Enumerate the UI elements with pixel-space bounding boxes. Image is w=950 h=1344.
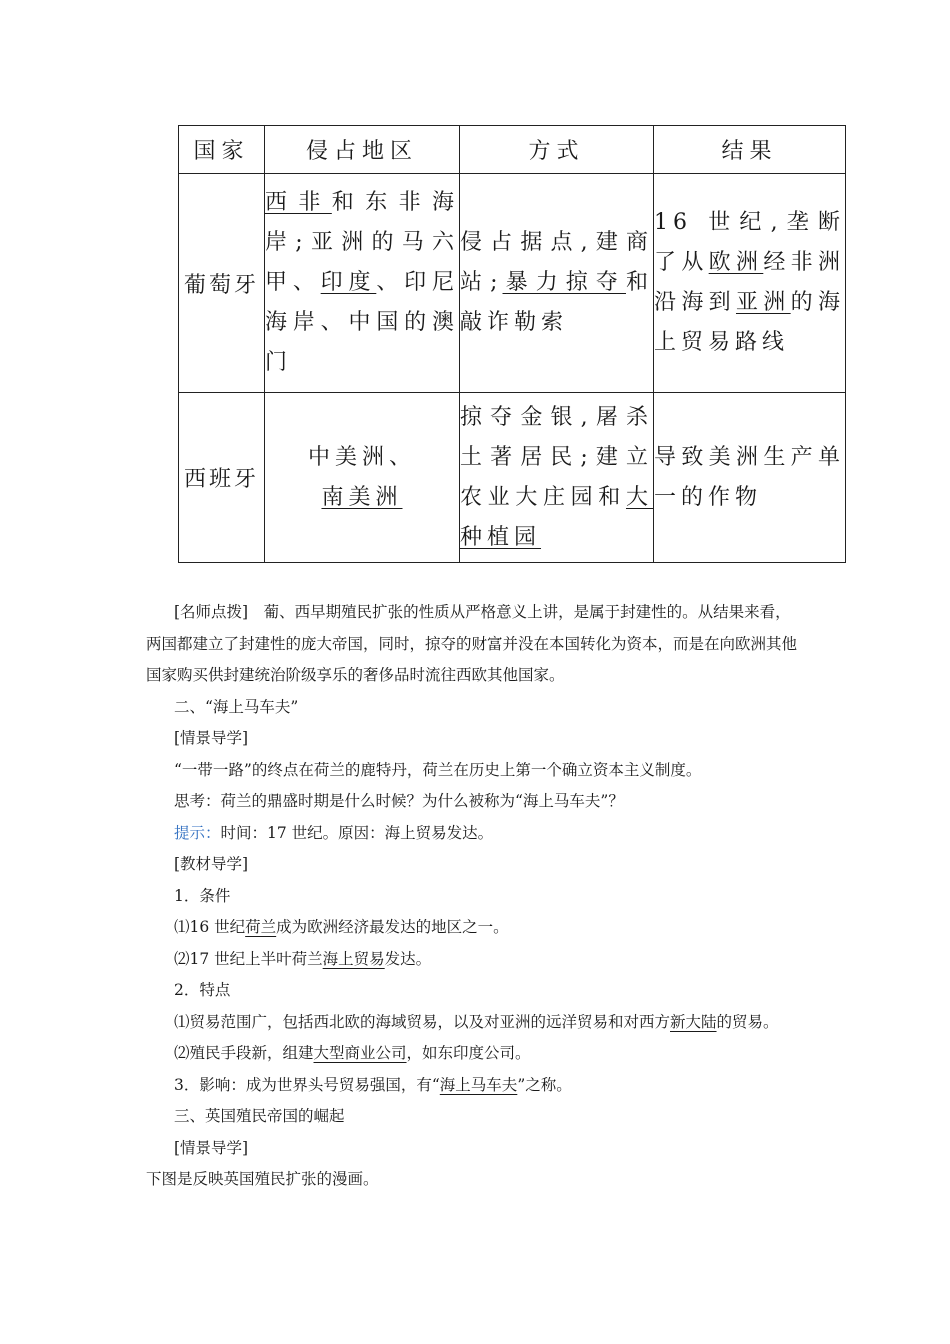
features-title: 2．特点	[174, 981, 231, 999]
hint-text: 时间：17 世纪。原因：海上贸易发达。	[220, 823, 494, 842]
cell-text-segment: 、印尼海岸、中国的澳门	[265, 270, 459, 375]
teacher-tip	[146, 597, 806, 692]
key-term: 西非	[265, 190, 332, 215]
colonial-expansion-table	[178, 125, 846, 563]
conditions-title: 1．条件	[174, 886, 231, 905]
feature-2-a: ⑵殖民手段新，组建	[174, 1044, 314, 1062]
condition-1	[146, 912, 806, 944]
feature-1-a: ⑴贸易范围广，包括西北欧的海域贸易，以及对亚洲的远洋贸易和对西方	[174, 1012, 671, 1031]
section3-scenario-label: [情景导学]	[174, 1138, 249, 1157]
cell-text-segment: 掠夺金银,屠杀土著居民;建立农业大庄园和	[460, 404, 653, 510]
spain-regions	[265, 393, 460, 563]
section2-scenario-label: [情景导学]	[174, 729, 249, 747]
key-term: 印度	[320, 270, 377, 295]
cell-text-segment: 和东非海岸;亚洲的马六甲、	[265, 190, 459, 295]
cell-text-segment: 16 世纪,垄断了从	[654, 210, 845, 275]
section2-textbook-label: [教材导学]	[174, 855, 249, 873]
teacher-tip-text: 葡、西早期殖民扩张的性质从严格意义上讲，是属于封建性的。从结果来看，两国都建立了封建性的庞大帝国，同时，掠夺的财富并没在本国转化为资本，而是在向欧洲其他国家购买供封建统治阶级享乐的奢侈品时流往西欧其他国家。	[146, 603, 798, 684]
section3-text: 下图是反映英国殖民扩张的漫画。	[146, 1170, 379, 1188]
feature-2-b: ，如东印度公司。	[406, 1044, 531, 1062]
portugal-regions	[265, 174, 460, 393]
cell-text-segment: 的海上贸易路线	[654, 290, 845, 355]
cell-text-segment: 侵占据点,建商站;	[460, 230, 653, 295]
header-regions: 侵占地区	[265, 126, 460, 174]
table-header-row	[179, 126, 846, 174]
portugal-results	[654, 174, 846, 393]
spain-results-text	[654, 445, 845, 510]
condition-1-a: ⑴16 世纪	[174, 918, 246, 936]
table-row-spain	[179, 393, 846, 563]
spain-regions-line1: 中美洲、	[307, 444, 416, 470]
country-spain: 西班牙	[179, 393, 265, 563]
section2-title: 二、“海上马车夫”	[174, 697, 299, 716]
section3-title: 三、英国殖民帝国的崛起	[174, 1107, 345, 1125]
portugal-methods	[460, 174, 654, 393]
section2-question: 思考：荷兰的鼎盛时期是什么时候？为什么被称为“海上马车夫”？	[174, 792, 624, 810]
cell-text-segment: 和敲诈勒索	[460, 270, 653, 335]
feature-1	[146, 1007, 806, 1039]
section2-hint	[146, 818, 806, 850]
teacher-tip-label: [名师点拨]	[174, 603, 249, 621]
lesson-body	[146, 597, 806, 1196]
header-country: 国家	[179, 126, 265, 174]
condition-1-b: 成为欧洲经济最发达的地区之一。	[276, 918, 509, 936]
spain-regions-line2: 南美洲	[321, 484, 403, 510]
feature-2-key: 大型商业公司	[313, 1044, 407, 1062]
section2-intro: “一带一路”的终点在荷兰的鹿特丹，荷兰在历史上第一个确立资本主义制度。	[174, 760, 702, 779]
influence-b: ”之称。	[517, 1075, 572, 1094]
feature-2	[146, 1038, 806, 1070]
key-term: 暴力掠夺	[502, 270, 626, 295]
condition-2-a: ⑵17 世纪上半叶荷兰	[174, 949, 323, 968]
feature-1-b: 的贸易。	[716, 1012, 779, 1031]
condition-2-key: 海上贸易	[322, 949, 385, 968]
key-term: 大种植园	[460, 484, 653, 550]
header-methods: 方式	[460, 126, 654, 174]
key-term: 亚洲	[735, 290, 791, 315]
spain-results	[654, 393, 846, 563]
cell-text-segment: 导致美洲生产单一的作物	[654, 444, 845, 510]
key-term: 欧洲	[708, 250, 764, 275]
influence	[146, 1070, 806, 1102]
condition-2	[146, 944, 806, 976]
influence-key: 海上马车夫	[439, 1075, 518, 1094]
spain-methods-text	[460, 405, 653, 550]
country-portugal: 葡萄牙	[179, 174, 265, 393]
portugal-results-text	[654, 210, 845, 355]
hint-label: 提示：	[174, 823, 221, 842]
spain-methods	[460, 393, 654, 563]
influence-a: 3．影响：成为世界头号贸易强国，有“	[174, 1075, 440, 1094]
header-results: 结果	[654, 126, 846, 174]
condition-2-b: 发达。	[384, 949, 432, 968]
table-row-portugal	[179, 174, 846, 393]
condition-1-key: 荷兰	[245, 918, 277, 936]
portugal-methods-text	[460, 230, 653, 335]
portugal-regions-text	[265, 190, 459, 375]
cell-text-segment: 经非洲沿海到	[654, 250, 845, 315]
feature-1-key: 新大陆	[670, 1012, 717, 1031]
